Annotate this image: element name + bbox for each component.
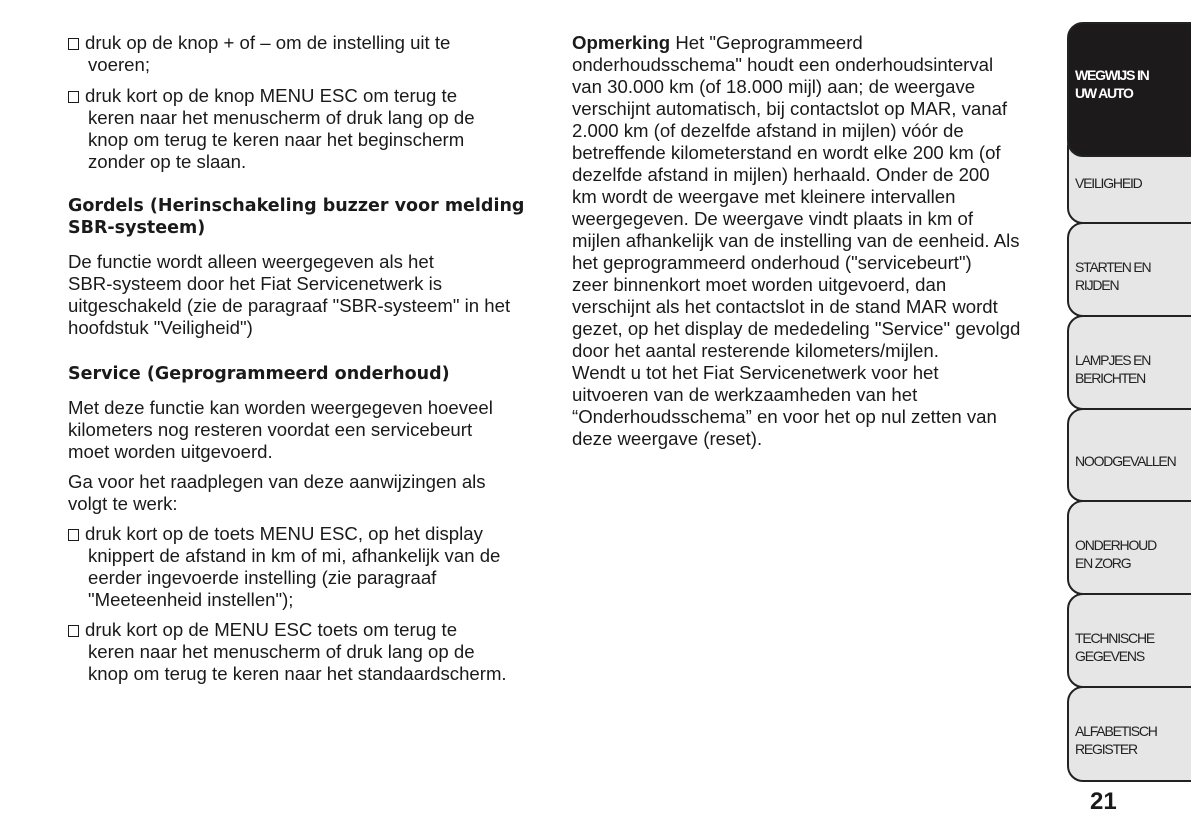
section-heading xyxy=(68,195,524,239)
text-line xyxy=(68,32,450,54)
text-line xyxy=(68,85,475,107)
text-line xyxy=(68,619,507,641)
chapter-tab[interactable] xyxy=(1067,315,1191,410)
chapter-tab[interactable] xyxy=(1067,686,1191,782)
text-line: deze weergave (reset). xyxy=(572,428,763,449)
text-line: keren naar het menuscherm of druk lang op de xyxy=(88,641,475,662)
text-line: druk kort op de toets MENU ESC, op het display xyxy=(85,523,483,544)
text-line: onderhoudsschema" houdt een onderhoudsinterval xyxy=(572,54,994,75)
text-line: druk op de knop + of – om de instelling uit te xyxy=(85,32,451,53)
chapter-tab[interactable] xyxy=(1067,500,1191,595)
text-line: kilometers nog resteren voordat een servicebeurt xyxy=(68,419,473,440)
text-line: mijlen afhankelijk van de instelling van de eenheid. Als xyxy=(572,230,1020,251)
note-line: Opmerking Het "Geprogrammeerd xyxy=(572,32,863,53)
bullet-item xyxy=(68,32,450,76)
text-line: druk kort op de MENU ESC toets om terug te xyxy=(85,619,458,640)
page-number: 21 xyxy=(1090,788,1117,815)
text-line: knop om terug te keren naar het beginscherm xyxy=(88,129,465,150)
text-line: weergegeven. De weergave vindt plaats in km of xyxy=(572,208,974,229)
text-line: "Meeteenheid instellen"); xyxy=(88,589,294,610)
text-line: Ga voor het raadplegen van deze aanwijzingen als xyxy=(68,471,486,492)
text-line: knop om terug te keren naar het standaardscherm. xyxy=(88,663,507,684)
text-line: km wordt de weergave met kleinere intervallen xyxy=(572,186,956,207)
tab-label: STARTEN EN RIJDEN xyxy=(1075,258,1151,293)
text-line: uitvoeren van de werkzaamheden van het xyxy=(572,384,918,405)
paragraph xyxy=(68,397,493,463)
tab-label: NOODGEVALLEN xyxy=(1075,453,1176,469)
text-line: De functie wordt alleen weergegeven als het xyxy=(68,251,434,272)
text-line: moet worden uitgevoerd. xyxy=(68,441,273,462)
text-line: voeren; xyxy=(88,54,151,75)
tab-label: ALFABETISCH REGISTER xyxy=(1075,723,1157,757)
tab-label: WEGWIJS IN UW AUTO xyxy=(1075,67,1149,101)
checkbox-bullet-icon xyxy=(68,38,79,50)
text-line: eerder ingevoerde instelling (zie paragraaf xyxy=(88,567,437,588)
chapter-tab[interactable] xyxy=(1067,593,1191,688)
text-line: SBR-systeem) xyxy=(68,218,206,238)
text-line: knippert de afstand in km of mi, afhankelijk van de xyxy=(88,545,501,566)
tab-label: LAMPJES EN BERICHTEN xyxy=(1075,351,1151,386)
text-line: van 30.000 km (of 18.000 mijl) aan; de weergave xyxy=(572,76,976,97)
text-line: betreffende kilometerstand en wordt elke 200 km (of xyxy=(572,142,1001,163)
chapter-tab[interactable] xyxy=(1067,22,1191,157)
text-line: SBR-systeem door het Fiat Servicenetwerk is xyxy=(68,273,443,294)
text-line: Wendt u tot het Fiat Servicenetwerk voor het xyxy=(572,362,939,383)
note-lead: Opmerking xyxy=(572,32,671,53)
text-line: uitgeschakeld (zie de paragraaf "SBR-systeem" in het xyxy=(68,295,511,316)
text-line: het geprogrammeerd onderhoud ("servicebeurt") xyxy=(572,252,972,273)
paragraph xyxy=(68,471,486,515)
paragraph xyxy=(68,251,510,339)
text-line: volgt te werk: xyxy=(68,493,178,514)
bullet-item xyxy=(68,619,507,685)
text-line: zonder op te slaan. xyxy=(88,151,247,172)
text-line: 2.000 km (of dezelfde afstand in mijlen) vóór de xyxy=(572,120,964,141)
bullet-item xyxy=(68,523,500,611)
text-line: druk kort op de knop MENU ESC om terug te xyxy=(85,85,458,106)
chapter-tab[interactable] xyxy=(1067,408,1191,502)
text-line: “Onderhoudsschema” en voor het op nul zetten van xyxy=(572,406,997,427)
text-line: gezet, op het display de mededeling "Service" gevolgd xyxy=(572,318,1021,339)
text-line: verschijnt als het contactslot in de stand MAR wordt xyxy=(572,296,998,317)
text-line: keren naar het menuscherm of druk lang op de xyxy=(88,107,475,128)
tab-label: TECHNISCHE GEGEVENS xyxy=(1075,629,1155,664)
text-line: verschijnt automatisch, bij contactslot op MAR, vanaf xyxy=(572,98,1008,119)
chapter-tab[interactable] xyxy=(1067,222,1191,317)
checkbox-bullet-icon xyxy=(68,91,79,103)
text-line: hoofdstuk "Veiligheid") xyxy=(68,317,253,338)
text-line: Service (Geprogrammeerd onderhoud) xyxy=(68,364,450,384)
checkbox-bullet-icon xyxy=(68,529,79,541)
section-heading xyxy=(68,363,450,385)
text-line: Met deze functie kan worden weergegeven hoeveel xyxy=(68,397,493,418)
bullet-item xyxy=(68,85,475,173)
right-column xyxy=(572,32,1052,450)
text-line: Gordels (Herinschakeling buzzer voor melding xyxy=(68,196,525,216)
text-line: dezelfde afstand in mijlen) herhaald. Onder de 200 xyxy=(572,164,990,185)
tab-label: ONDERHOUD EN ZORG xyxy=(1075,536,1156,571)
text-line xyxy=(68,523,500,545)
text-line: door het aantal resterende kilometers/mijlen. xyxy=(572,340,939,361)
text-line: zeer binnenkort moet worden uitgevoerd, dan xyxy=(572,274,947,295)
tab-label: VEILIGHEID xyxy=(1075,175,1142,191)
checkbox-bullet-icon xyxy=(68,625,79,637)
